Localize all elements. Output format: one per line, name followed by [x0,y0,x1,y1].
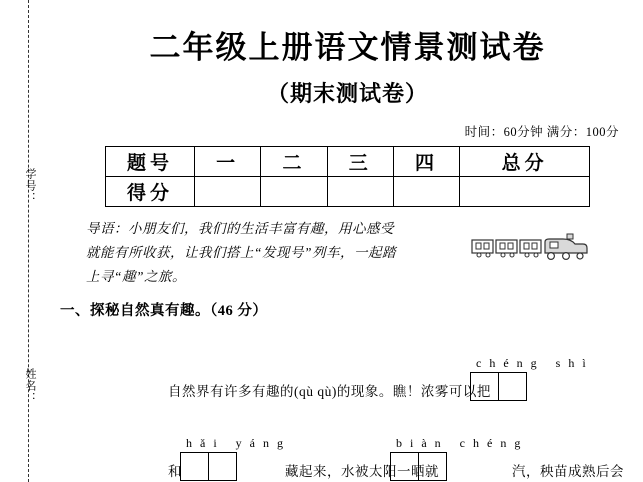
exam-meta: 时间：60分钟 满分：100分 [464,125,619,139]
section-heading-text: 一、探秘自然真有趣。 [60,303,210,319]
left-margin-dashed-line [28,0,29,482]
page-subtitle: （期末测试卷） [266,81,428,106]
pinyin-group-hai-yang [180,436,291,481]
intro-line-1: 导语：小朋友们，我们的生活丰富有趣，用心感受 [86,221,394,236]
section-points: （46 分） [210,303,268,319]
margin-label-student-id: 学号： [24,168,36,204]
score-table [105,146,590,207]
exam-paper [60,0,635,482]
score-table-cell: 四 [393,147,459,177]
question-2-text-middle: 藏起来，水被太阳一晒就 [285,464,439,479]
intro-line-2: 就能有所收获，让我们搭上“发现号”列车，一起踏 [86,245,397,260]
question-2-text-right: 汽，秧苗成熟后会 [512,464,624,479]
score-input-cell[interactable] [261,177,327,207]
pinyin-label: hǎi yáng [186,436,291,450]
table-row [106,177,590,207]
score-input-cell[interactable] [195,177,261,207]
question-2-text-left: 和 [168,464,182,479]
section-heading-1 [60,299,635,320]
score-input-cell[interactable] [460,177,590,207]
score-table-cell: 二 [261,147,327,177]
score-input-cell[interactable] [393,177,459,207]
table-row [106,147,590,177]
answer-boxes[interactable] [180,452,291,481]
page-title: 二年级上册语文情景测试卷 [149,30,546,65]
question-1-text: 自然界有许多有趣的(qù qù)的现象。瞧！浓雾可以把 [168,384,491,399]
score-table-row-label: 得分 [106,177,195,207]
score-table-cell: 总分 [460,147,590,177]
train-icon [471,232,591,262]
score-table-cell: 一 [195,147,261,177]
score-input-cell[interactable] [327,177,393,207]
margin-label-name: 姓名： [24,368,36,404]
answer-box[interactable] [498,372,527,401]
score-table-cell: 三 [327,147,393,177]
answer-box[interactable] [208,452,237,481]
intro-line-3: 上寻“趣”之旅。 [86,269,187,284]
pinyin-label: biàn chéng [396,436,529,450]
answer-box[interactable] [180,452,209,481]
score-table-row-label: 题号 [106,147,195,177]
pinyin-label: chéng shì [476,356,594,370]
